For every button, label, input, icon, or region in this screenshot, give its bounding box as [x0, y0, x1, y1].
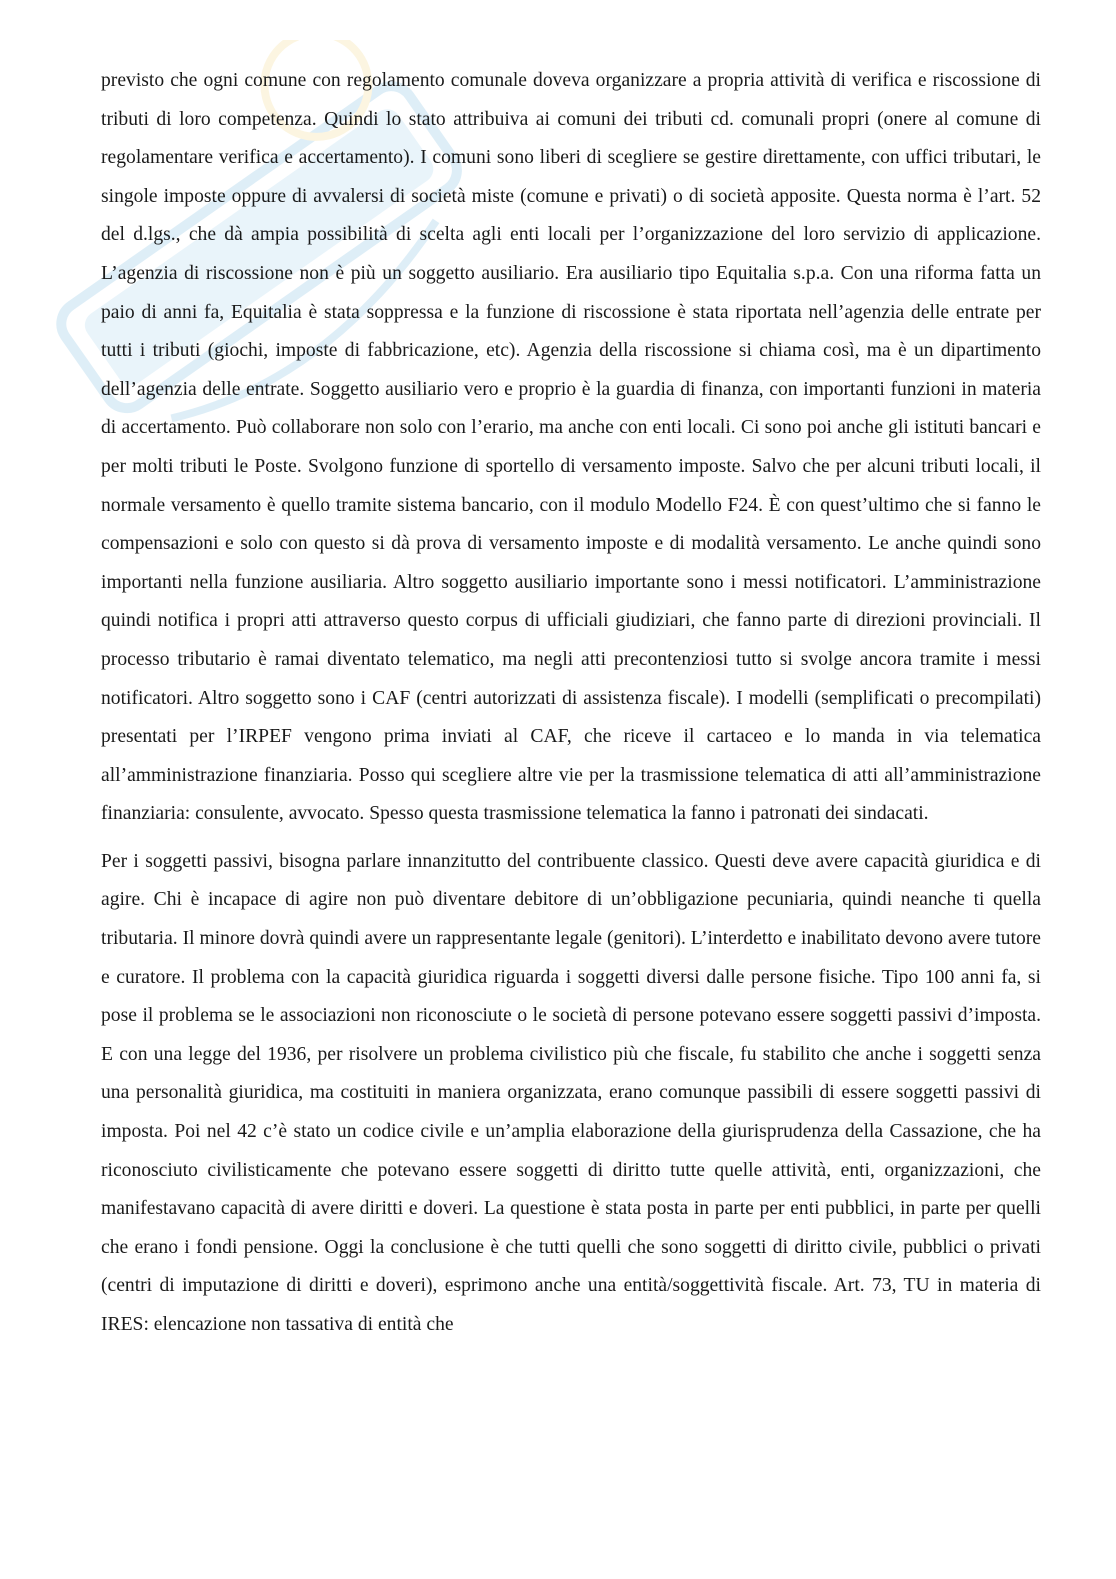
body-text [101, 62, 1041, 1345]
paragraph-soggetti-ausiliari: previsto che ogni comune con regolamento comunale doveva organizzare a propria attività di verifica e riscossione di tributi di loro competenza. Quindi lo stato attribuiva ai comuni dei tributi cd. comunali propri (onere al comune di regolamentare verifica e accertamento). I comuni sono liberi di scegliere se gestire direttamente, con uffici tributari, le singole imposte oppure di avvalersi di società miste (comune e privati) o di società apposite. Questa norma è l’art. 52 del d.lgs., che dà ampia possibilità di scelta agli enti locali per l’organizzazione del loro servizio di applicazione. L’agenzia di riscossione non è più un soggetto ausiliario. Era ausiliario tipo Equitalia s.p.a. Con una riforma fatta un paio di anni fa, Equitalia è stata soppressa e la funzione di riscossione è stata riportata nell’agenzia delle entrate per tutti i tributi (giochi, imposte di fabbricazione, etc). Agenzia della riscossione si chiama così, ma è un dipartimento dell’agenzia delle entrate. Soggetto ausiliario vero e proprio è la guardia di finanza, con importanti funzioni in materia di accertamento. Può collaborare non solo con l’erario, ma anche con enti locali. Ci sono poi anche gli istituti bancari e per molti tributi le Poste. Svolgono funzione di sportello di versamento imposte. Salvo che per alcuni tributi locali, il normale versamento è quello tramite sistema bancario, con il modulo Modello F24. È con quest’ultimo che si fanno le compensazioni e solo con questo si dà prova di versamento imposte e di modalità versamento. Le anche quindi sono importanti nella funzione ausiliaria. Altro soggetto ausiliario importante sono i messi notificatori. L’amministrazione quindi notifica i propri atti attraverso questo corpus di ufficiali giudiziari, che fanno parte di direzioni provinciali. Il processo tributario è ramai diventato telematico, ma negli atti precontenziosi tutto si svolge ancora tramite i messi notificatori. Altro soggetto sono i CAF (centri autorizzati di assistenza fiscale). I modelli (semplificati o precompilati) presentati per l’IRPEF vengono prima inviati al CAF, che riceve il cartaceo e lo manda in via telematica all’amministrazione finanziaria. Posso qui scegliere altre vie per la trasmissione telematica di atti all’amministrazione finanziaria: consulente, avvocato. Spesso questa trasmissione telematica la fanno i patronati dei sindacati. [101, 70, 1041, 825]
paragraph-soggetti-passivi: Per i soggetti passivi, bisogna parlare innanzitutto del contribuente classico. Questi deve avere capacità giuridica e di agire. Chi è incapace di agire non può diventare debitore di un’obbligazione pecuniaria, quindi neanche ti quella tributaria. Il minore dovrà quindi avere un rappresentante legale (genitori). L’interdetto e inabilitato devono avere tutore e curatore. Il problema con la capacità giuridica riguarda i soggetti diversi dalle persone fisiche. Tipo 100 anni fa, si pose il problema se le associazioni non riconosciute o le società di persone potevano essere soggetti passivi d’imposta. E con una legge del 1936, per risolvere un problema civilistico più che fiscale, fu stabilito che anche i soggetti senza una personalità giuridica, ma costituiti in maniera organizzata, erano comunque passibili di essere soggetti passivi di imposta. Poi nel 42 c’è stato un codice civile e un’amplia elaborazione della giurisprudenza della Cassazione, che ha riconosciuto civilisticamente che potevano essere soggetti di diritto tutte quelle attività, enti, organizzazioni, che manifestavano capacità di avere diritti e doveri. La questione è stata posta in parte per enti pubblici, in parte per quelli che erano i fondi pensione. Oggi la conclusione è che tutti quelli che sono soggetti di diritto civile, pubblici o privati (centri di imputazione di diritti e doveri), esprimono anche una entità/soggettività fiscale. Art. 73, TU in materia di IRES: elencazione non tassativa di entità che [101, 850, 1041, 1335]
